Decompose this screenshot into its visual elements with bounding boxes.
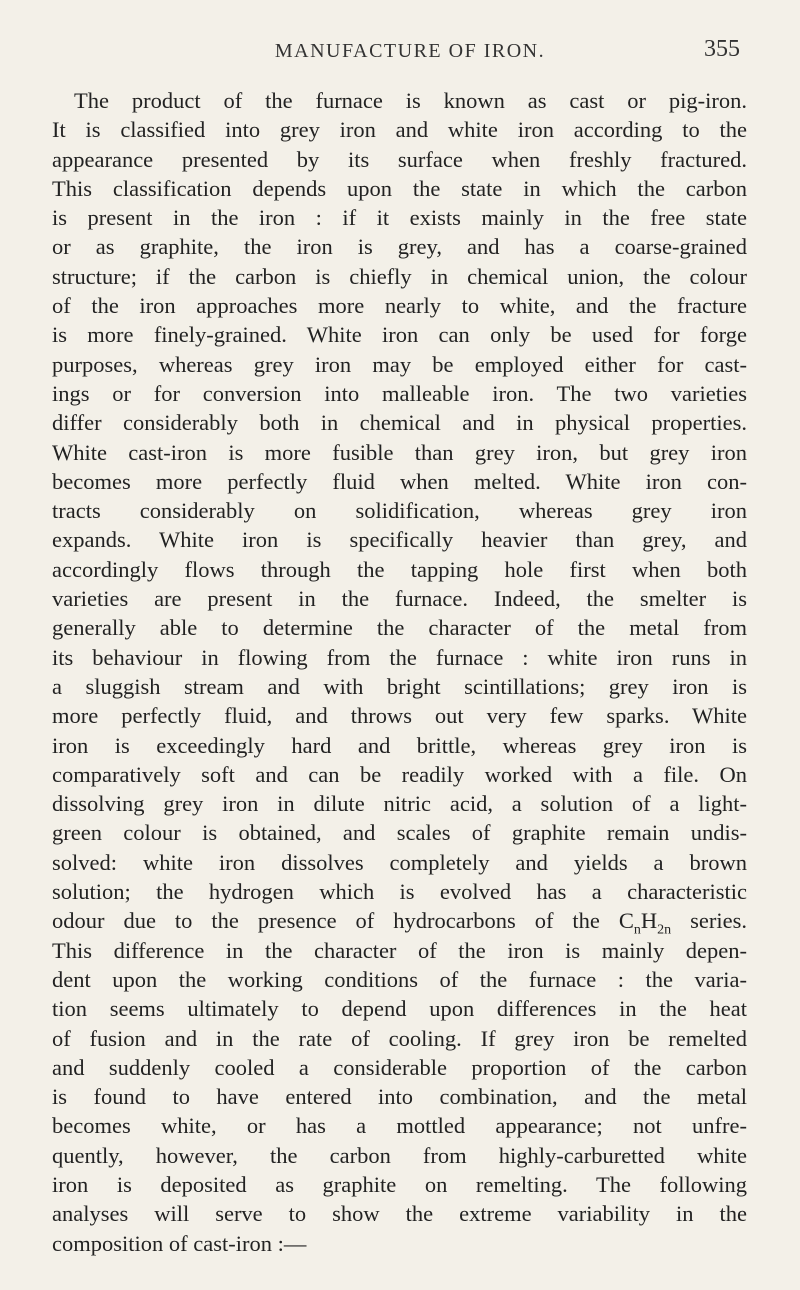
text-line: structure; if the carbon is chiefly in chemical union, the colour: [52, 263, 747, 289]
text-line: is more finely-grained. White iron can only be used for forge: [52, 322, 747, 348]
text-line: iron is deposited as graphite on remelting. The following: [52, 1171, 747, 1197]
text-line: quently, however, the carbon from highly-carburetted white: [52, 1142, 747, 1168]
text-line: purposes, whereas grey iron may be employed either for cast-: [52, 351, 747, 377]
text-line: tion seems ultimately to depend upon differences in the heat: [52, 996, 747, 1022]
running-title: MANUFACTURE OF IRON.: [274, 40, 546, 62]
text-line: varieties are present in the furnace. Indeed, the smelter is: [52, 586, 747, 612]
text-line: dent upon the working conditions of the furnace : the varia-: [52, 966, 747, 992]
text-line: generally able to determine the character of the metal from: [52, 615, 747, 641]
text-line: differ considerably both in chemical and in physical properties.: [52, 410, 747, 436]
text-line: tracts considerably on solidification, whereas grey iron: [52, 498, 747, 524]
text-line: appearance presented by its surface when freshly fractured.: [52, 146, 747, 172]
page-number: 355: [704, 36, 740, 62]
text-line: ings or for conversion into malleable iron. The two varieties: [52, 380, 747, 406]
text-line: accordingly flows through the tapping hole first when both: [52, 556, 747, 582]
text-line: its behaviour in flowing from the furnace : white iron runs in: [52, 644, 747, 670]
text-line: is present in the iron : if it exists mainly in the free state: [52, 205, 747, 231]
text-line: becomes white, or has a mottled appearance; not unfre-: [52, 1113, 747, 1139]
text-line: White cast-iron is more fusible than grey iron, but grey iron: [52, 439, 747, 465]
running-head: [0, 36, 800, 76]
text-line: expands. White iron is specifically heavier than grey, and: [52, 527, 747, 553]
text-line: The product of the furnace is known as cast or pig-iron.: [74, 88, 747, 113]
text-line: becomes more perfectly fluid when melted. White iron con-: [52, 468, 747, 494]
text-segment: series.: [671, 908, 748, 934]
text-line: more perfectly fluid, and throws out very few sparks. White: [52, 703, 747, 729]
chemical-formula: $C_nH_{2n}$: [618, 908, 672, 938]
text-line: of fusion and in the rate of cooling. If grey iron be remelted: [52, 1025, 747, 1051]
text-line: and suddenly cooled a considerable proportion of the carbon: [52, 1054, 747, 1080]
text-line: of the iron approaches more nearly to white, and the fracture: [52, 293, 747, 319]
text-line: dissolving grey iron in dilute nitric acid, a solution of a light-: [52, 791, 747, 817]
text-line: solution; the hydrogen which is evolved has a characteristic: [52, 879, 747, 905]
text-line: It is classified into grey iron and white iron according to the: [52, 117, 747, 143]
text-segment: odour due to the presence of hydrocarbons of the: [52, 908, 600, 934]
text-line: green colour is obtained, and scales of graphite remain undis-: [52, 820, 747, 846]
text-line-with-formula: [52, 906, 748, 938]
text-line: iron is exceedingly hard and brittle, whereas grey iron is: [52, 732, 747, 758]
body-paragraph: [52, 86, 747, 1258]
text-line: is found to have entered into combination, and the metal: [52, 1084, 747, 1110]
text-line: or as graphite, the iron is grey, and has a coarse-grained: [52, 234, 747, 260]
text-line: This difference in the character of the iron is mainly depen-: [52, 937, 747, 963]
text-line: a sluggish stream and with bright scintillations; grey iron is: [52, 673, 747, 699]
text-line: This classification depends upon the state in which the carbon: [52, 175, 747, 201]
text-line: composition of cast-iron :—: [52, 1230, 307, 1256]
text-line: comparatively soft and can be readily worked with a file. On: [52, 761, 747, 787]
text-line: analyses will serve to show the extreme variability in the: [52, 1201, 747, 1227]
text-line: solved: white iron dissolves completely and yields a brown: [52, 849, 747, 875]
